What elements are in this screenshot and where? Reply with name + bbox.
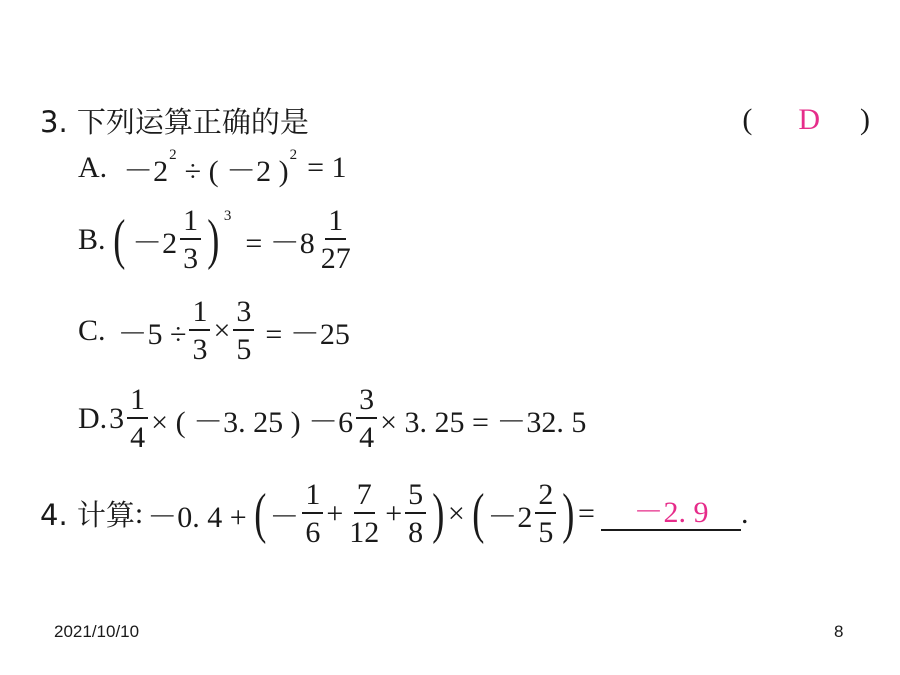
q4-answer: －2. 9 [601,497,741,531]
footer-date: 2021/10/10 [54,622,140,641]
answer-bracket-left: ( [742,103,753,136]
option-d-num1: 1 [127,385,148,419]
q4-times: × [447,496,465,530]
q3-answer: D [798,103,820,136]
q4-colon: : [134,496,144,530]
option-d [78,384,586,454]
option-b-result-fraction [318,206,354,274]
option-a-exp1: 2 [169,146,177,163]
option-b-num: 1 [180,206,201,240]
q4-rparen2: ) [562,482,575,545]
option-a [78,148,347,188]
q4-fraction1 [302,477,323,549]
q4-lparen2: ( [471,482,485,545]
option-c-part1: －5 ÷ [117,318,187,351]
option-c-fraction2 [233,297,254,365]
q4-f3-num: 5 [405,480,426,514]
option-c-den2: 5 [236,333,252,366]
q4-plus2: + [385,496,403,530]
option-b-fraction [180,206,201,274]
option-d-fraction1 [127,385,148,453]
option-d-den1: 4 [130,421,146,454]
q4-fraction2 [346,477,382,549]
q4-row [40,476,748,551]
option-b-den: 3 [183,242,199,275]
answer-bracket-right: ) [860,103,870,136]
option-a-part3: = 1 [307,151,347,184]
option-a-part2: ÷ ( －2 ) [184,155,289,188]
q4-fraction4 [535,477,556,549]
option-c-fraction1 [189,297,210,365]
option-d-fraction2 [356,385,377,453]
q4-stem: 4. 计算 [40,498,135,532]
option-c-result: = －25 [265,318,350,351]
q4-f1-den: 6 [305,515,321,549]
option-c-num1: 1 [189,297,210,331]
option-b-res-num: 1 [325,206,346,240]
option-b-label: B. [78,223,106,256]
option-c-den1: 3 [192,333,208,366]
option-c-label: C. [78,314,106,347]
q4-eq: = [578,496,595,530]
q3-stem-row [40,100,870,140]
option-a-part1: －2 [123,155,169,188]
q4-period: . [740,496,749,530]
q4-f4-num: 2 [535,480,556,514]
option-b-exp: 3 [223,207,232,224]
option-a-exp2: 2 [289,146,298,163]
option-d-label: D. [78,402,108,435]
q4-plus1: + [326,496,344,530]
q4-lparen1: ( [253,482,267,545]
option-b-eq: = －8 [245,227,315,260]
q4-minus: － [269,500,300,534]
q3-stem: 3. 下列运算正确的是 [40,104,309,139]
option-d-whole1: 3 [109,402,125,435]
option-b-res-den: 27 [320,242,351,275]
option-c [78,296,350,366]
option-b [78,205,357,275]
option-d-den2: 4 [359,421,375,454]
option-c-times: × [213,314,231,347]
option-b-lparen: ( [112,209,125,271]
q4-f1-num: 1 [302,480,323,514]
option-d-mid: × ( －3. 25 ) －6 [151,406,354,439]
option-d-result: × 3. 25 = －32. 5 [380,406,587,439]
q4-f2-den: 12 [349,515,380,549]
q4-f2-num: 7 [354,480,375,514]
q4-f3-den: 8 [408,515,424,549]
option-b-whole: －2 [132,227,178,260]
q4-expr-start: －0. 4 + [147,500,247,534]
q4-whole2: －2 [487,500,533,534]
q4-rparen1: ) [432,482,445,545]
footer-page-number: 8 [834,622,844,641]
option-a-label: A. [78,151,108,184]
q4-f4-den: 5 [538,515,554,549]
option-c-num2: 3 [233,297,254,331]
option-d-num2: 3 [356,385,377,419]
q4-fraction3 [405,477,426,549]
option-b-rparen: ) [207,209,220,271]
